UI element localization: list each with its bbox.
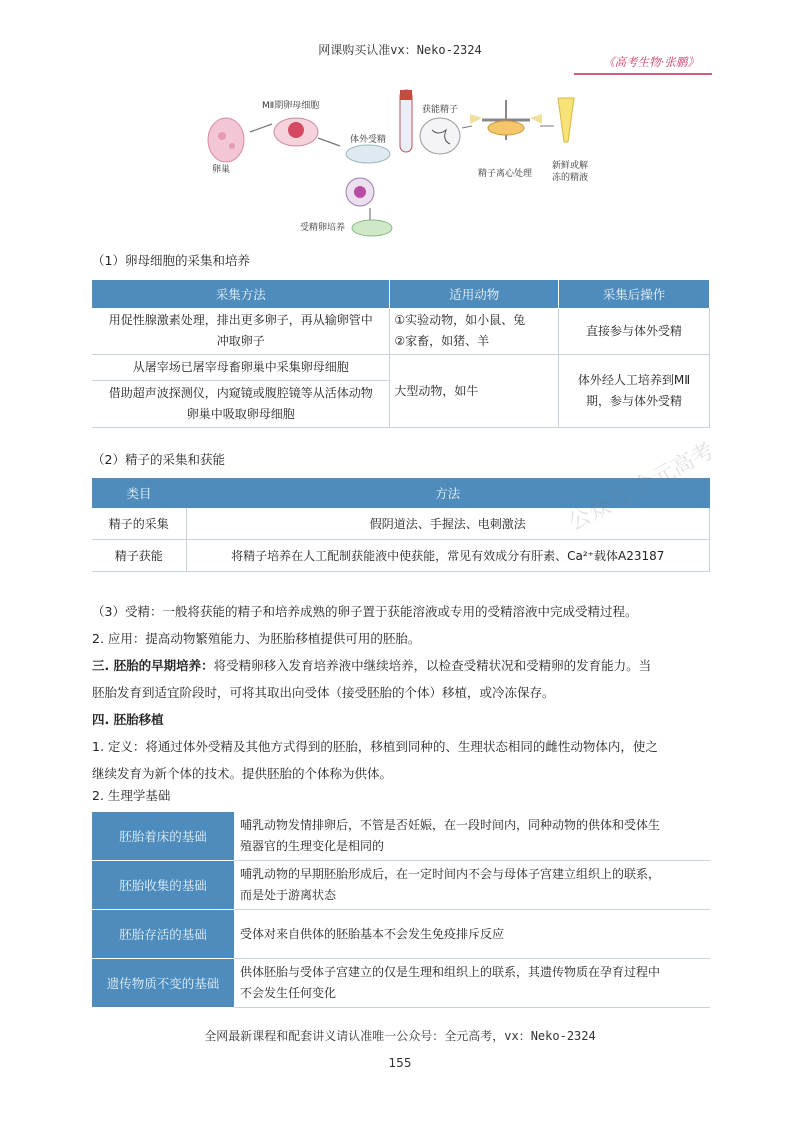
section2-title: （2）精子的采集和获能 [92,452,225,467]
para-early-culture [92,652,712,706]
basis-table [92,812,710,1008]
para-application: 2. 应用：提高动物繁殖能力、为胚胎移植提供可用的胚胎。 [92,631,421,646]
label-ivf: 体外受精 [350,135,387,145]
ivf-figure [200,80,620,240]
cell-text: 精子获能 [92,540,186,572]
cell-text: 不会发生任何变化 [240,986,337,1000]
cell-text: 冲取卵子 [216,334,265,348]
para-text: 1. 定义：将通过体外受精及其他方式得到的胚胎，移植到同种的、生理状态相同的雌性动物体内，使之 [92,739,658,754]
cell-text: 受体对来自供体的胚胎基本不会发生免疫排斥反应 [234,910,710,959]
culture-dish [352,220,392,236]
col-category: 类目 [92,478,186,508]
cell-text: 殖器官的生理变化是相同的 [240,839,385,853]
cell-text: ②家畜，如猪、羊 [394,334,490,348]
cell-text: 大型动物，如牛 [390,355,559,428]
label-capacitated: 获能精子 [422,105,459,115]
cell-text: ①实验动物，如小鼠、兔 [394,313,526,327]
para-text: 继续发育为新个体的技术。提供胚胎的个体称为供体。 [92,766,393,781]
label-centrifuge: 精子离心处理 [478,169,533,179]
cell-key: 胚胎着床的基础 [92,812,234,861]
col-method: 方法 [186,478,710,508]
col-method: 采集方法 [92,280,390,308]
watermark: 公众号 全元高考 [564,438,719,537]
cell-text: 供体胚胎与受体子宫建立的仅是生理和组织上的联系，其遗传物质在孕育过程中 [240,965,661,979]
table-row [92,812,710,861]
cell-text: 体外经人工培养到MⅡ [577,373,691,387]
cell-key: 胚胎收集的基础 [92,861,234,910]
table-row [92,959,710,1008]
table-row [92,910,710,959]
heading-embryo-transfer: 四. 胚胎移植 [92,712,164,727]
label-semen-line1: 新鲜或解 [552,161,589,171]
cell-text: 从屠宰场已屠宰母畜卵巢中采集卵母细胞 [92,355,390,381]
cell-key: 遗传物质不变的基础 [92,959,234,1008]
cell-text: 哺乳动物发情排卵后，不管是否妊娠，在一段时间内，同种动物的供体和受体生 [240,818,661,832]
label-semen [552,160,588,184]
col-animal: 适用动物 [390,280,559,308]
label-culture: 受精卵培养 [300,223,346,233]
oocyte-table [92,280,710,428]
section1-title: （1）卵母细胞的采集和培养 [92,253,250,268]
table-row [92,355,710,381]
sperm-dish [420,118,460,154]
book-badge: 《高考生物·张鹏》 [603,55,699,69]
para-text: 将受精卵移入发育培养液中继续培养，以检查受精状况和受精卵的发育能力。当 [213,658,652,673]
cell-text: 卵巢中吸取卵母细胞 [186,407,295,421]
footer-text: 全网最新课程和配套讲义请认准唯一公众号：全元高考，vx：Neko-2324 [204,1029,596,1043]
ovary-shape [208,118,244,162]
page-number: 155 [388,1056,412,1070]
cell-text: 直接参与体外受精 [559,308,710,355]
para-fertilization: （3）受精：一般将获能的精子和培养成熟的卵子置于获能溶液或专用的受精溶液中完成受精过程。 [92,604,638,619]
cell-key: 胚胎存活的基础 [92,910,234,959]
cell-text: 哺乳动物的早期胚胎形成后，在一定时间内不会与母体子宫建立组织上的联系， [240,867,661,881]
para-text: 胚胎发育到适宜阶段时，可将其取出向受体（接受胚胎的个体）移植，或冷冻保存。 [92,685,555,700]
cell-text: 将精子培养在人工配制获能液中使获能，常见有效成分有肝素、Ca²⁺载体A23187 [186,540,710,572]
col-op: 采集后操作 [559,280,710,308]
centrifuge [488,121,524,135]
para-basis: 2. 生理学基础 [92,788,171,803]
label-ovary: 卵巢 [212,165,231,175]
cell-text: 期，参与体外受精 [586,394,683,408]
ivf-dish [346,145,390,163]
badge-underline [574,73,712,75]
table-row [92,540,710,572]
para-definition [92,733,712,787]
cell-text: 假阴道法、手握法、电刺激法 [186,508,710,540]
cell-text: 精子的采集 [92,508,186,540]
heading-early-culture: 三. 胚胎的早期培养： [92,658,214,673]
cell-text: 用促性腺激素处理，排出更多卵子，再从输卵管中 [108,313,373,327]
cell-text: 借助超声波探测仪，内窥镜或腹腔镜等从活体动物 [108,386,373,400]
header-text: 网课购买认准vx：Neko-2324 [318,43,482,57]
table-row [92,308,710,355]
label-egg-mii: MⅡ期卵母细胞 [262,101,320,111]
label-semen-line2: 冻的精液 [552,173,589,183]
table-row [92,861,710,910]
semen-tube [558,98,574,142]
cell-text: 而是处于游离状态 [240,888,337,902]
